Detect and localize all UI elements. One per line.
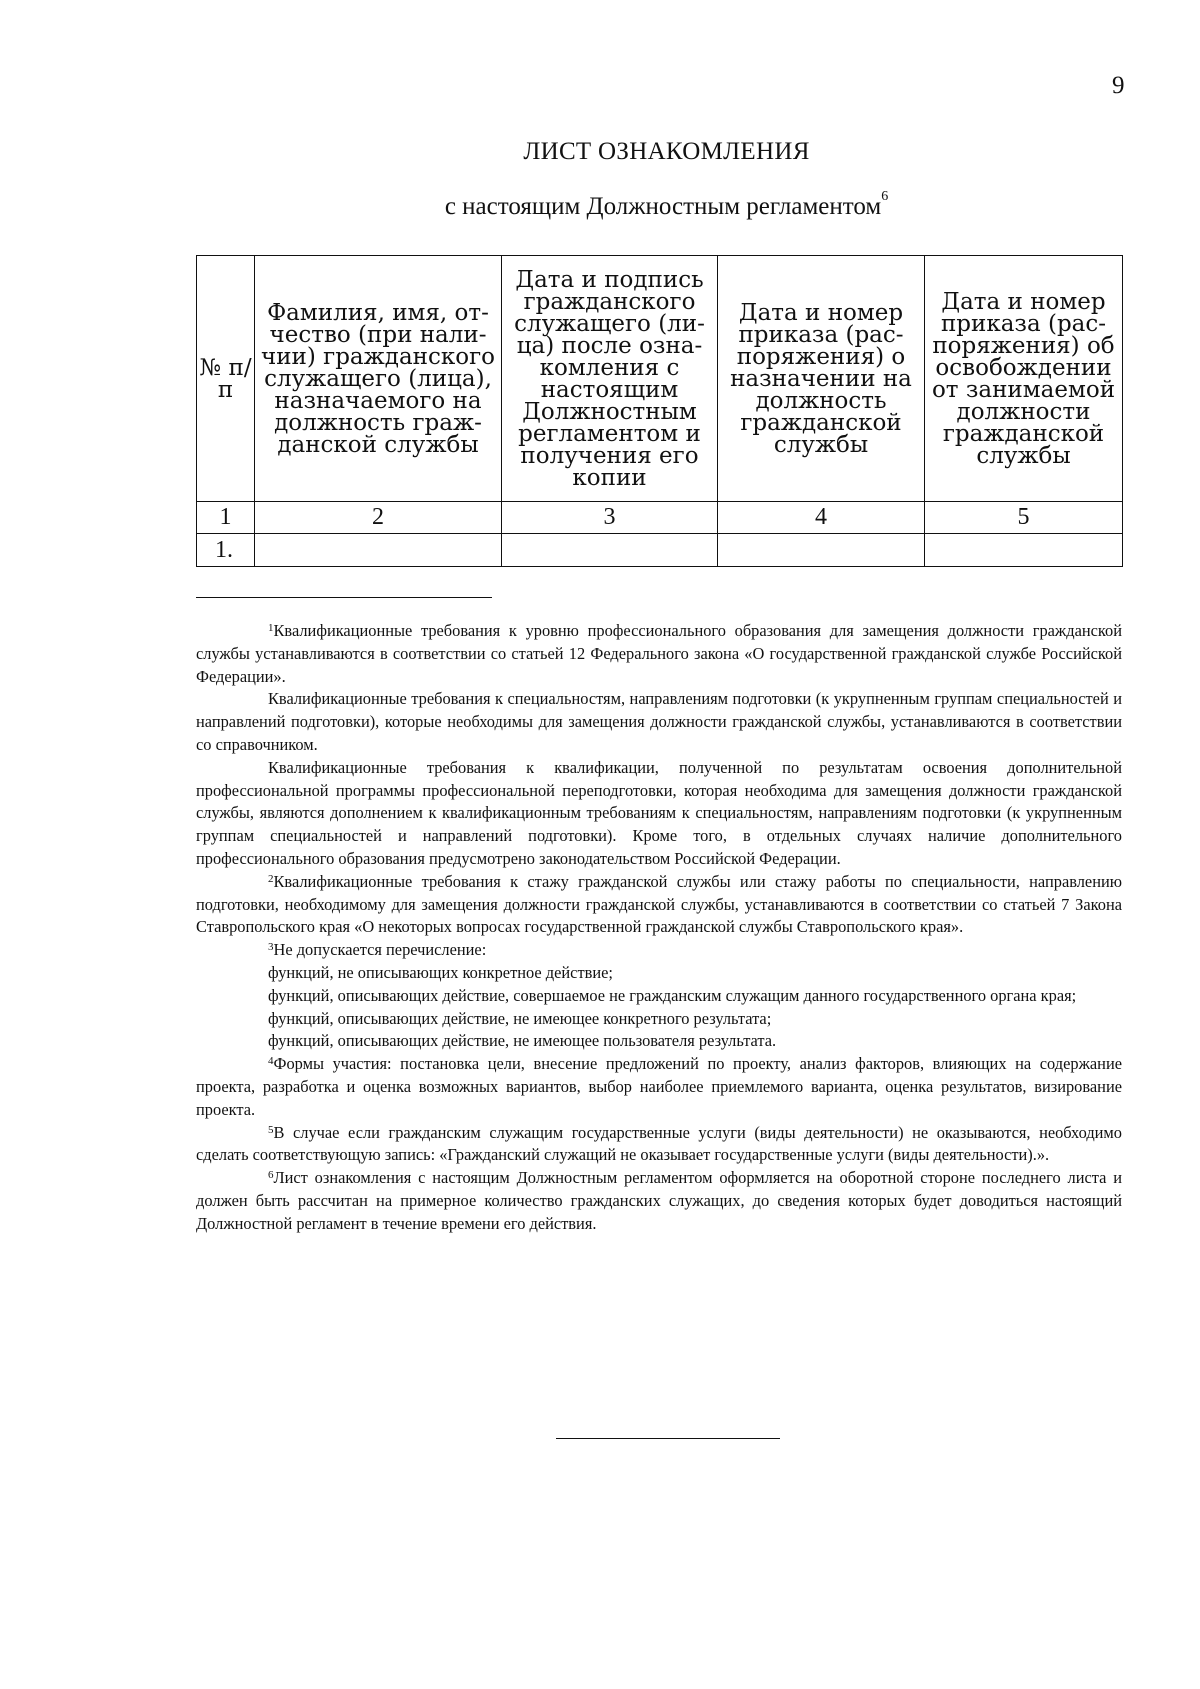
footnote-paragraph (196, 1167, 1122, 1235)
footnote-paragraph (196, 688, 1122, 756)
footnote-paragraph (196, 985, 1122, 1008)
footnote-text: Квалификационные требования к специальностям, направлениям подготовки (к укрупненным группам специальностей и направлений подготовки), которые необходимы для замещения должности гражданской службы, устанавливаются в соответствии со справочником. (196, 689, 1122, 754)
table-row (197, 534, 1123, 567)
column-number: 2 (255, 502, 502, 534)
table-cell: 1. (197, 534, 255, 567)
column-number: 1 (197, 502, 255, 534)
subtitle-text: с настоящим Должностным регламентом (444, 193, 882, 220)
table-cell (255, 534, 502, 567)
footnote-mark: 5 (268, 1123, 274, 1136)
header-number: № п/п (197, 256, 255, 502)
footnote-text: Квалификационные требования к стажу гражданской службы или стажу работы по специальности, направлению подготовки, необходимому для замещения должности гражданской службы, устанавливаются в соответствии со статьей 7 Закона Ставропольского края «О некоторых вопросах государственной гражданской службы Ставропольского края». (196, 871, 1122, 937)
footnote-text: Формы участия: постановка цели, внесение предложений по проекту, анализ факторов, влияющих на содержание проекта, разработка и оценка возможных вариантов, выбор наиболее приемлемого варианта, оценка результатов, визирование проекта. (196, 1054, 1122, 1119)
footnote-mark: 3 (268, 941, 274, 954)
footnote-paragraph (196, 962, 1122, 985)
footnote-text: Квалификационные требования к квалификации, полученной по результатам освоения дополнительной профессиональной программы профессиональной переподготовки, которая необходима для замещения должности гражданской службы, являются дополнением к квалификационным требованиям к специальностям, направлениям подготовки (к укрупненным группам специальностей и направлений подготовки). Кроме того, в отдельных случаях наличие дополнительного профессионального образования предусмотрено законодательством Российской Федерации. (196, 757, 1122, 868)
header-dismissal-order: Дата и номер приказа (рас-поряжения) об освобождении от занимаемой должности гражданской службы (925, 256, 1123, 502)
footnote-text: функций, не описывающих конкретное действие; (268, 962, 613, 982)
footnote-text: Лист ознакомления с настоящим Должностным регламентом оформляется на оборотной стороне последнего листа и должен быть рассчитан на примерное количество гражданских служащих, до сведения которых будет доводиться настоящий Должностной регламент в течение времени его действия. (196, 1168, 1122, 1233)
footnote-text: Квалификационные требования к уровню профессионального образования для замещения должности гражданской службы устанавливаются в соответствии со статьей 12 Федерального закона «О государственной гражданской службе Российской Федерации». (196, 621, 1122, 686)
header-signature-date: Дата и подпись гражданского служащего (ли-ца) после озна-комления с настоящим Должностным регламентом и получения его копии (502, 256, 718, 502)
footnote-paragraph (196, 1122, 1122, 1168)
footnote-text: функций, описывающих действие, не имеющее пользователя результата. (268, 1031, 777, 1051)
table-cell (718, 534, 925, 567)
footnotes (196, 620, 1122, 1236)
column-number: 3 (502, 502, 718, 534)
acquaintance-table (196, 255, 1123, 567)
footnote-paragraph (196, 939, 1122, 962)
document-title: ЛИСТ ОЗНАКОМЛЕНИЯ (523, 138, 810, 165)
page-number: 9 (1112, 72, 1125, 99)
footnote-mark: 4 (268, 1055, 274, 1068)
footnote-mark: 2 (268, 872, 274, 885)
table-cell (925, 534, 1123, 567)
column-number: 4 (718, 502, 925, 534)
header-appointment-order: Дата и номер приказа (рас-поряжения) о назначении на должность гражданской службы (718, 256, 925, 502)
document-subtitle (0, 189, 1200, 221)
footnote-paragraph (196, 1030, 1122, 1053)
footnote-separator (196, 597, 492, 598)
end-separator (556, 1438, 780, 1439)
subtitle-footnote-mark: 6 (881, 189, 889, 204)
table-cell (502, 534, 718, 567)
footnote-text: В случае если гражданским служащим государственные услуги (виды деятельности) не оказываются, необходимо сделать соответствующую запись: «Гражданский служащий не оказывает государственные услуги (виды деятельности).». (196, 1122, 1122, 1165)
footnote-text: Не допускается перечисление: (273, 940, 487, 960)
footnote-paragraph (196, 620, 1122, 688)
footnote-paragraph (196, 1008, 1122, 1031)
header-full-name: Фамилия, имя, от-чество (при нали-чии) гражданского служащего (лица), назначаемого на должность граж-данской службы (255, 256, 502, 502)
column-number: 5 (925, 502, 1123, 534)
table-header-row (197, 256, 1123, 502)
footnote-mark: 6 (268, 1169, 274, 1182)
footnote-mark: 1 (268, 622, 274, 634)
footnote-text: функций, описывающих действие, не имеющее конкретного результата; (268, 1008, 772, 1028)
footnote-paragraph (196, 871, 1122, 939)
footnote-paragraph (196, 757, 1122, 871)
column-number-row (197, 502, 1123, 534)
footnote-paragraph (196, 1053, 1122, 1121)
footnote-text: функций, описывающих действие, совершаемое не гражданским служащим данного государственного органа края; (268, 985, 1077, 1005)
